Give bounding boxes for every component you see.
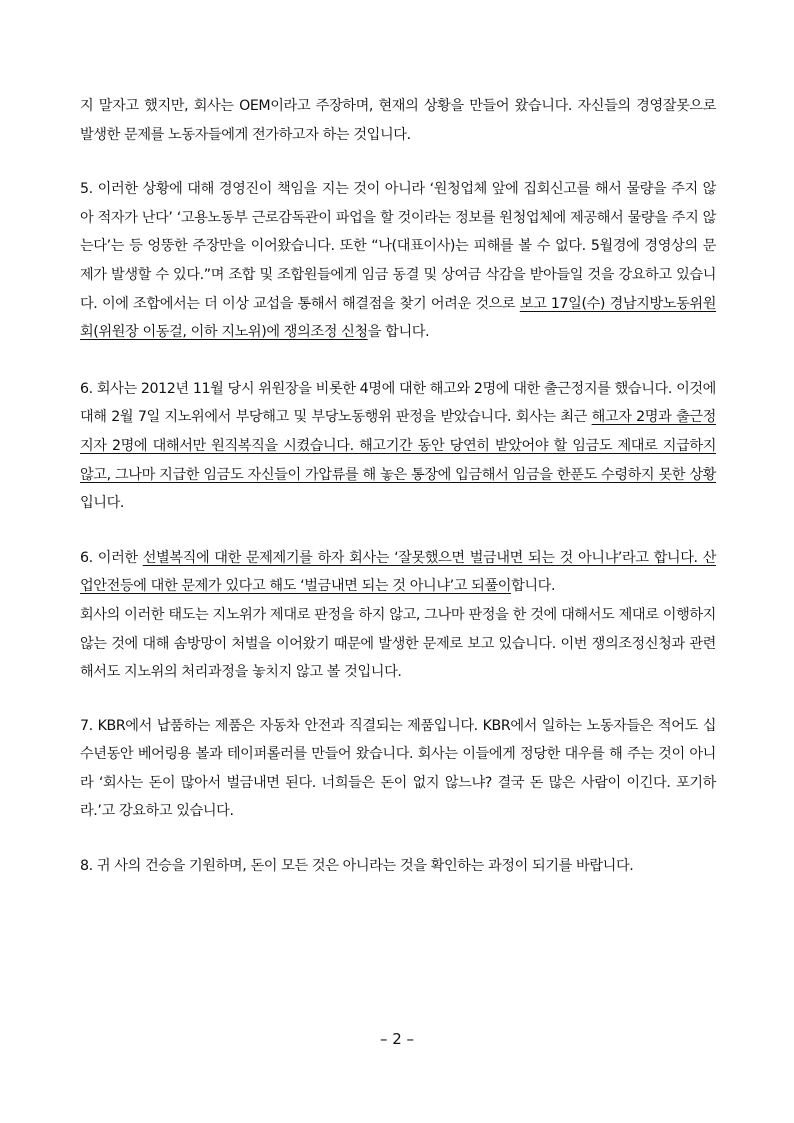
paragraph-6-dismissal-underlined: 해고자 2명과 출근정지자 2명에 대해서만 원직복직을 시켰습니다. 해고기간 동안 당연히 받았어야 할 임금도 제대로 지급하지 않고, 그나마 지급한 임금도 자신들이 가압류를 해 놓은 통장에 입금해서 임금을 한푼도 수령하지 못한 상황 [80,409,716,483]
paragraph-5-text: 5. 이러한 상황에 대해 경영진이 책임을 지는 것이 아니라 ‘원청업체 앞에 집회신고를 해서 물량을 주지 않아 적자가 난다’ ‘고용노동부 근로감독관이 파업을 할 것이라는 정보를 원청업체에 제공해서 물량을 주지 않는다’는 등 엉뚱한 주장만을 이어왔습니다. 또한 “나(대표이사)는 피해를 볼 수 없다. 5월경에 경영상의 문제가 발생할 수 있다.”며 조합 및 조합원들에게 임금 동결 및 상여금 삭감을 받아들일 것을 강요하고 있습니다. 이에 조합에서는 더 이상 교섭을 통해서 해결점을 찾기 어려운 것으로 [80,181,716,312]
paragraph-8: 8. 귀 사의 건승을 기원하며, 돈이 모든 것은 아니라는 것을 확인하는 과정이 되기를 바랍니다. [80,858,634,875]
paragraph-6-dismissal-text: 6. 회사는 2012년 11월 당시 위원장을 비롯한 4명에 대한 해고와 2명에 대한 출근정지를 했습니다. 이것에 대해 2월 7일 지노위에서 부당해고 및 부당노동행위 판정을 받았습니다. 회사는 최근 [80,380,716,426]
paragraph-6-selective-reinstatement [80,544,716,687]
page-number: – 2 – [379,1030,415,1048]
paragraph-7: 7. KBR에서 납품하는 제품은 자동차 안전과 직결되는 제품입니다. KBR에서 일하는 노동자들은 적어도 십수년동안 베어링용 볼과 테이퍼롤러를 만들어 왔습니다. 회사는 이들에게 정당한 대우를 해 주는 것이 아니라 ‘회사는 돈이 많아서 벌금내면 된다. 너희들은 돈이 없지 않느냐? 결국 돈 많은 사람이 이긴다. 포기하라.’고 강요하고 있습니다. [80,717,716,820]
paragraph-5-tail: 을 합니다. [367,324,430,341]
paragraph-5-underlined: 보고 17일(수) 경남지방노동위원회(위원장 이동걸, 이하 지노위)에 쟁의조정 신청 [80,295,717,341]
paragraph-intro: 지 말자고 했지만, 회사는 OEM이라고 주장하며, 현재의 상황을 만들어 왔습니다. 자신들의 경영잘못으로 발생한 문제를 노동자들에게 전가하고자 하는 것입니다. [80,98,716,143]
paragraph-6-selective-underlined: 선별복직에 대한 문제제기를 하자 회사는 ‘잘못했으면 벌금내면 되는 것 아니냐’라고 합니다. 산업안전등에 대한 문제가 있다고 해도 ‘벌금내면 되는 것 아니냐’고 되풀이 [80,549,716,595]
paragraph-6-selective-text: 6. 이러한 [80,549,143,566]
paragraph-6-dismissal-tail: 입니다. [80,495,125,512]
paragraph-5 [80,175,716,347]
paragraph-6-selective-continuation: 회사의 이러한 태도는 지노위가 제대로 판정을 하지 않고, 그나마 판정을 한 것에 대해서도 제대로 이행하지 않는 것에 대해 솜방망이 처벌을 이어왔기 때문에 발생한 문제로 보고 있습니다. 이번 쟁의조정신청과 관련해서도 지노위의 처리과정을 놓치지 않고 볼 것입니다. [80,606,716,681]
paragraph-6-selective-tail: 합니다. [511,578,556,595]
document-body [80,92,716,881]
paragraph-6-dismissal [80,375,716,518]
